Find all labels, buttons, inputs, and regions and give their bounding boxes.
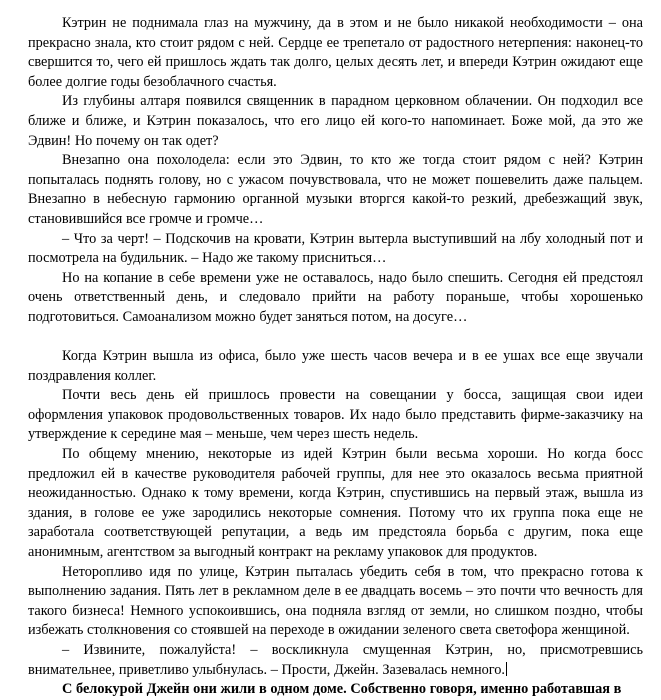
paragraph: Но на копание в себе времени уже не оставалось, надо было спешить. Сегодня ей предстоял очень ответственный день, и следовало прийти на работу пораньше, чтобы хорошенько подготовиться. Самоанализом можно будет заняться потом, на досуге… — [28, 269, 643, 325]
paragraph: Кэтрин не поднимала глаз на мужчину, да в этом и не было никакой необходимости – она прекрасно знала, кто стоит рядом с ней. Сердце ее трепетало от радостного нетерпения: наконец-то свершится то, чего ей пришлось ждать так долго, целых десять лет, и впереди Кэтрин ожидают еще более долгие годы безоблачного счастья. — [28, 15, 643, 90]
paragraph-text: – Извините, пожалуйста! – воскликнула смущенная Кэтрин, но, присмотревшись внимательнее, приветливо улыбнулась. – Прости, Джейн. Зазевалась немного. — [28, 642, 643, 678]
paragraph: Внезапно она похолодела: если это Эдвин, то кто же тогда стоит рядом с ней? Кэтрин попыталась поднять голову, но с ужасом почувствовала, что не может пошевелить даже пальцем. Внезапно в небесную гармонию органной музыки вторгся какой-то резкий, дребезжащий звук, становившийся все громче и громче… — [28, 152, 643, 227]
paragraph: – Что за черт! – Подскочив на кровати, Кэтрин вытерла выступивший на лбу холодный пот и посмотрела на будильник. – Надо же такому присниться… — [28, 230, 643, 267]
text-cursor — [506, 662, 507, 676]
paragraph: Почти весь день ей пришлось провести на совещании у босса, защищая свои идеи оформления упаковок продовольственных товаров. Их надо было представить фирме-заказчику на утверждение к середине мая – меньше, чем через шесть недель. — [28, 387, 643, 443]
paragraph: Неторопливо идя по улице, Кэтрин пыталась убедить себя в том, что прекрасно готова к выполнению задания. Пять лет в рекламном деле в ее двадцать восемь – это почти что вечность для такого бизнеса! Немного успокоившись, она подняла взгляд от земли, но слишком поздно, чтобы избежать столкновения со стоявшей на переходе в ожидании зеленого света светофора женщиной. — [28, 563, 643, 639]
paragraph: С белокурой Джейн они жили в одном доме. Собственно говоря, именно работавшая в — [62, 681, 622, 698]
paragraph-with-caret — [28, 641, 643, 680]
paragraph: Когда Кэтрин вышла из офиса, было уже шесть часов вечера и в ее ушах все еще звучали поздравления коллег. — [28, 348, 643, 384]
paragraph: По общему мнению, некоторые из идей Кэтрин были весьма хороши. Но когда босс предложил ей в качестве руководителя рабочей группы, для нее это оказалось весьма приятной неожиданностью. Однако к тому времени, когда Кэтрин, спустившись на первый этаж, вышла из здания, в голове ее уже зародились некоторые сомнения. Потому что их группа пока еще не заработала соответствующей репутации, а ведь им предстояла борьба с другим, пока еще анонимным, агентством за выгодный контракт на рекламу упаковок для продуктов. — [28, 446, 643, 561]
paragraph: Из глубины алтаря появился священник в парадном церковном облачении. Он подходил все ближе и ближе, и Кэтрин показалось, что его лицо ей кого-то напоминает. Боже мой, да это же Эдвин! Но почему он так одет? — [28, 93, 643, 149]
